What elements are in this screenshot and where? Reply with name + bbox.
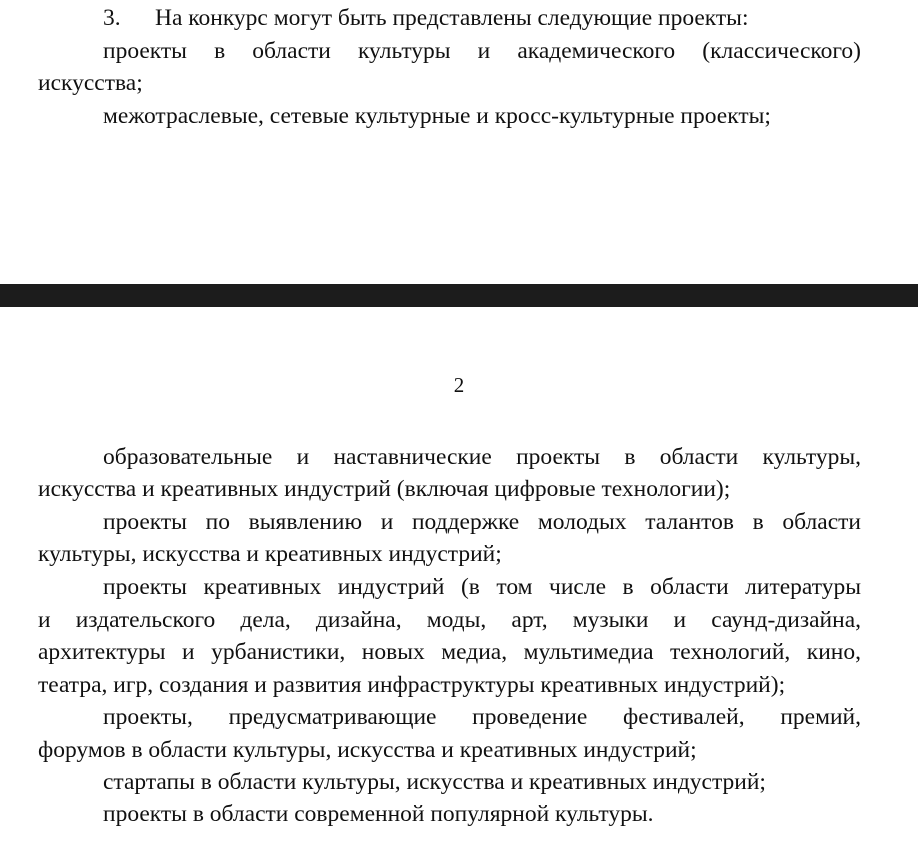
- list-item-heading: [103, 2, 861, 34]
- text-line: искусства и креативных индустрий (включая цифровые технологии);: [38, 476, 731, 502]
- item-heading-text: На конкурс могут быть представлены следующие проекты:: [155, 5, 749, 31]
- text-line: проекты в области культуры и академического (классического): [103, 38, 861, 64]
- text-line: театра, игр, создания и развития инфраструктуры креативных индустрий);: [38, 672, 786, 698]
- text-line: проекты в области современной популярной культуры.: [103, 801, 654, 827]
- text-line: межотраслевые, сетевые культурные и кросс-культурные проекты;: [103, 103, 771, 129]
- page-divider: [0, 284, 918, 307]
- document-page-bottom: [0, 307, 918, 842]
- text-line: форумов в области культуры, искусства и креативных индустрий;: [38, 737, 697, 763]
- text-line: образовательные и наставнические проекты в области культуры,: [103, 444, 861, 470]
- text-line: архитектуры и урбанистики, новых медиа, мультимедиа технологий, кино,: [38, 639, 861, 665]
- item-number: 3.: [103, 5, 121, 31]
- text-line: стартапы в области культуры, искусства и креативных индустрий;: [103, 769, 766, 795]
- text-line: проекты по выявлению и поддержке молодых талантов в области: [103, 509, 861, 535]
- document-page-top: [0, 0, 918, 284]
- page-number: 2: [453, 373, 465, 397]
- text-line: искусства;: [38, 70, 143, 96]
- text-line: и издательского дела, дизайна, моды, арт, музыки и саунд-дизайна,: [38, 607, 861, 633]
- text-line: культуры, искусства и креативных индустрий;: [38, 541, 502, 567]
- text-line: проекты, предусматривающие проведение фестивалей, премий,: [103, 704, 861, 730]
- text-line: проекты креативных индустрий (в том числе в области литературы: [103, 574, 861, 600]
